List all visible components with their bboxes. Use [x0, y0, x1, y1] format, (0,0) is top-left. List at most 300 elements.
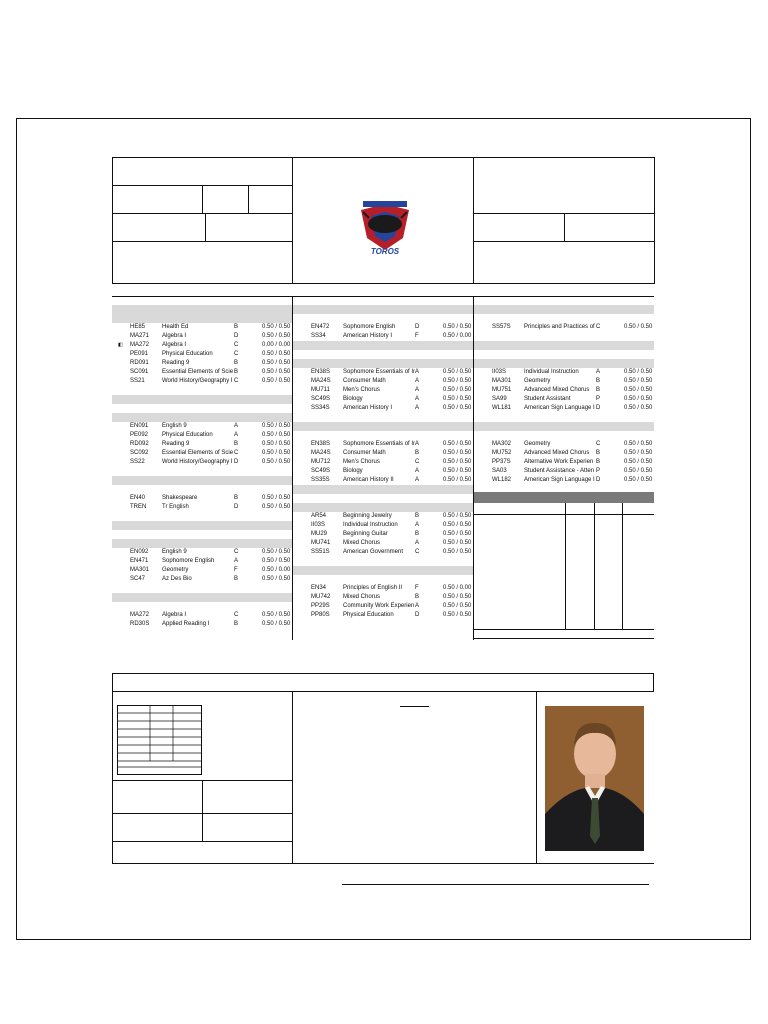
course-row — [130, 332, 292, 341]
course-row — [492, 368, 654, 377]
course-credit: 0.50 / 0.50 — [262, 432, 291, 438]
course-row — [130, 323, 292, 332]
summary-divider — [622, 503, 623, 630]
course-row — [492, 458, 654, 467]
course-grade: D — [234, 504, 239, 510]
header-right-divider — [564, 213, 565, 241]
course-credit: 0.00 / 0.00 — [262, 342, 291, 348]
course-code: RD091 — [130, 360, 149, 366]
course-code: AR54 — [311, 513, 327, 519]
course-code: EN40 — [130, 495, 146, 501]
course-title: Men's Chorus — [343, 387, 380, 393]
course-credit: 0.50 / 0.50 — [624, 387, 653, 393]
course-row — [492, 323, 654, 332]
course-title: Advanced Mixed Chorus — [524, 450, 590, 456]
blank-row — [492, 431, 493, 440]
course-title: Reading 9 — [162, 360, 190, 366]
course-title: Algebra I — [162, 612, 187, 618]
course-credit: 0.50 / 0.50 — [262, 441, 291, 447]
course-row — [130, 368, 292, 377]
course-code: MA301 — [492, 378, 512, 384]
course-title: Geometry — [524, 378, 551, 384]
term-header-band — [112, 593, 292, 602]
course-grade: A — [415, 468, 420, 474]
course-code: EN472 — [311, 324, 330, 330]
grade-scale-grid-lines — [117, 705, 202, 775]
course-title: Consumer Math — [343, 378, 386, 384]
summary-divider — [565, 503, 566, 630]
course-row — [492, 449, 654, 458]
course-grade: A — [415, 603, 420, 609]
course-grade: B — [415, 531, 420, 537]
course-row — [311, 611, 473, 620]
summary-line — [474, 629, 654, 630]
course-row — [311, 449, 473, 458]
course-grade: A — [415, 522, 420, 528]
course-grade: D — [596, 477, 601, 483]
term-header-band — [112, 476, 292, 485]
header-left-divider — [205, 213, 206, 241]
course-code: PE091 — [130, 351, 149, 357]
header-left-divider — [202, 185, 203, 213]
course-credit: 0.50 / 0.50 — [262, 423, 291, 429]
course-grade: P — [596, 396, 601, 402]
blank-row — [311, 413, 312, 422]
course-title: Alternative Work Experien — [524, 459, 594, 465]
blank-row — [130, 512, 131, 521]
course-code: SC092 — [130, 450, 149, 456]
course-code: PE092 — [130, 432, 149, 438]
course-grade: P — [596, 468, 601, 474]
course-title: Az Des Bio — [162, 576, 192, 582]
course-grade: B — [596, 450, 601, 456]
course-code: SS21 — [130, 378, 145, 384]
course-row — [311, 584, 473, 593]
course-credit: 0.50 / 0.50 — [624, 459, 653, 465]
course-code: MA302 — [492, 441, 512, 447]
course-credit: 0.50 / 0.50 — [443, 594, 472, 600]
course-credit: 0.50 / 0.50 — [443, 450, 472, 456]
course-code: EN38S — [311, 369, 331, 375]
course-code: MU751 — [492, 387, 512, 393]
term-header-band — [293, 422, 473, 431]
term-header-band — [474, 305, 654, 314]
student-photo-image — [545, 706, 644, 851]
course-code: MA301 — [130, 567, 150, 573]
blank-row — [311, 575, 312, 584]
course-credit: 0.50 / 0.50 — [262, 621, 291, 627]
blank-row — [311, 557, 312, 566]
course-grade: D — [234, 459, 239, 465]
blank-row — [492, 413, 493, 422]
course-credit: 0.50 / 0.50 — [624, 477, 653, 483]
course-row — [311, 530, 473, 539]
course-row — [311, 593, 473, 602]
course-code: EN092 — [130, 549, 149, 555]
course-credit: 0.50 / 0.50 — [443, 396, 472, 402]
course-row — [130, 440, 292, 449]
course-grade: B — [415, 513, 420, 519]
course-code: MA272 — [130, 342, 150, 348]
course-code: SS34 — [311, 333, 326, 339]
course-row — [311, 476, 473, 485]
course-title: Advanced Mixed Chorus — [524, 387, 590, 393]
summary-divider — [594, 503, 595, 630]
course-title: Sophomore English — [343, 324, 396, 330]
course-title: Beginning Guitar — [343, 531, 388, 537]
course-row — [311, 377, 473, 386]
course-row — [130, 494, 292, 503]
course-grade: C — [234, 450, 239, 456]
course-title: Applied Reading I — [162, 621, 210, 627]
transcript-top-line — [112, 296, 654, 297]
course-code: MU741 — [311, 540, 331, 546]
course-grade: B — [234, 576, 239, 582]
course-credit: 0.50 / 0.50 — [262, 378, 291, 384]
course-code: SS35S — [311, 477, 330, 483]
course-credit: 0.50 / 0.50 — [262, 558, 291, 564]
blank-row — [311, 431, 312, 440]
course-grade: A — [415, 396, 420, 402]
course-code: SA99 — [492, 396, 507, 402]
course-title: Essential Elements of Scie — [162, 450, 234, 456]
term-header-band — [293, 341, 473, 350]
course-code: MU711 — [311, 387, 330, 393]
course-row — [311, 332, 473, 341]
course-row — [130, 566, 292, 575]
course-credit: 0.50 / 0.00 — [443, 333, 472, 339]
course-title: American History I — [343, 405, 393, 411]
term-header-band — [293, 503, 473, 512]
course-grade: B — [415, 450, 420, 456]
course-credit: 0.50 / 0.50 — [443, 477, 472, 483]
course-grade: C — [234, 549, 239, 555]
course-row — [311, 521, 473, 530]
blank-row — [130, 530, 131, 539]
course-title: English 9 — [162, 549, 187, 555]
course-title: Algebra I — [162, 342, 187, 348]
course-credit: 0.50 / 0.50 — [443, 405, 472, 411]
course-row — [492, 404, 654, 413]
course-grade: C — [234, 351, 239, 357]
course-credit: 0.50 / 0.00 — [262, 567, 291, 573]
course-title: Geometry — [524, 441, 551, 447]
summary-line — [474, 638, 654, 639]
course-credit: 0.50 / 0.50 — [262, 360, 291, 366]
course-title: Physical Education — [162, 351, 213, 357]
course-row — [311, 404, 473, 413]
course-grade: B — [596, 459, 601, 465]
course-title: Individual Instruction — [524, 369, 579, 375]
course-row — [311, 467, 473, 476]
course-code: MA271 — [130, 333, 150, 339]
course-title: Principles and Practices of — [524, 324, 595, 330]
course-title: Tr English — [162, 504, 189, 510]
course-code: SC091 — [130, 369, 149, 375]
course-credit: 0.50 / 0.50 — [624, 441, 653, 447]
course-grade: A — [415, 405, 420, 411]
course-grade: F — [234, 567, 238, 573]
course-grade: B — [596, 378, 601, 384]
blank-row — [130, 485, 131, 494]
course-credit: 0.50 / 0.50 — [443, 513, 472, 519]
term-header-band — [112, 413, 292, 422]
term-header-band — [293, 485, 473, 494]
course-title: Individual Instruction — [343, 522, 398, 528]
blank-row — [130, 467, 131, 476]
course-grade: B — [234, 441, 239, 447]
course-title: World History/Geography I — [162, 378, 233, 384]
course-title: Principles of English II — [343, 585, 403, 591]
course-grade: C — [234, 612, 239, 618]
course-grade: C — [234, 378, 239, 384]
course-row — [130, 557, 292, 566]
course-credit: 0.50 / 0.50 — [624, 450, 653, 456]
course-credit: 0.50 / 0.50 — [624, 324, 653, 330]
course-credit: 0.50 / 0.50 — [262, 504, 291, 510]
course-credit: 0.50 / 0.50 — [624, 405, 653, 411]
course-title: Sophomore Essentials of Ir — [343, 441, 415, 447]
header-left-line — [112, 213, 293, 214]
course-row — [311, 395, 473, 404]
course-grade: B — [415, 594, 420, 600]
course-title: American History I — [343, 333, 393, 339]
course-title: Biology — [343, 396, 363, 402]
course-grade: D — [234, 333, 239, 339]
course-credit: 0.50 / 0.50 — [443, 540, 472, 546]
course-row — [311, 440, 473, 449]
summary-header-band — [474, 492, 654, 503]
course-title: Reading 9 — [162, 441, 190, 447]
course-code: II03S — [492, 369, 507, 375]
course-code: EN34 — [311, 585, 327, 591]
term-header-band — [293, 566, 473, 575]
course-grade: B — [234, 621, 239, 627]
course-grade: D — [415, 324, 420, 330]
course-title: Essential Elements of Scie — [162, 369, 234, 375]
course-credit: 0.50 / 0.50 — [262, 576, 291, 582]
course-row — [311, 458, 473, 467]
course-grade: D — [415, 612, 420, 618]
course-title: Health Ed — [162, 324, 189, 330]
course-row — [311, 539, 473, 548]
term-header-band — [474, 359, 654, 368]
course-row — [130, 575, 292, 584]
course-credit: 0.50 / 0.00 — [443, 585, 472, 591]
course-row — [130, 458, 292, 467]
header-left-box — [112, 157, 293, 284]
course-title: American Sign Language I — [524, 405, 595, 411]
course-grade: B — [596, 387, 601, 393]
bottom-right-line — [536, 863, 654, 864]
course-title: American History II — [343, 477, 394, 483]
course-credit: 0.50 / 0.50 — [262, 369, 291, 375]
course-credit: 0.50 / 0.50 — [443, 531, 472, 537]
blank-row — [492, 314, 493, 323]
course-code: TREN — [130, 504, 147, 510]
course-row — [130, 449, 292, 458]
course-credit: 0.50 / 0.50 — [262, 351, 291, 357]
course-row — [130, 359, 292, 368]
course-row — [492, 440, 654, 449]
header-right-line — [473, 241, 655, 242]
course-title: American Government — [343, 549, 404, 555]
course-title: Mixed Chorus — [343, 594, 381, 600]
blank-row — [130, 602, 131, 611]
course-title: Geometry — [162, 567, 189, 573]
blank-row — [492, 350, 493, 359]
course-row — [311, 386, 473, 395]
course-grade: C — [415, 549, 420, 555]
term-header-band — [474, 422, 654, 431]
course-title: Sophomore Essentials of Ir — [343, 369, 415, 375]
course-row — [492, 386, 654, 395]
course-grade: B — [234, 369, 239, 375]
course-grade: A — [415, 477, 420, 483]
course-grade: A — [596, 369, 601, 375]
course-row — [311, 548, 473, 557]
course-grade: C — [596, 441, 601, 447]
course-credit: 0.50 / 0.50 — [624, 468, 653, 474]
header-logo-box — [292, 157, 474, 284]
course-code: EN091 — [130, 423, 149, 429]
course-grade: A — [415, 378, 420, 384]
course-credit: 0.50 / 0.50 — [443, 549, 472, 555]
blank-row — [130, 404, 131, 413]
term-header-band — [112, 314, 292, 323]
blank-row — [130, 584, 131, 593]
course-title: Algebra I — [162, 333, 187, 339]
course-title: American Sign Language I — [524, 477, 595, 483]
summary-line — [474, 514, 654, 515]
course-code: WL182 — [492, 477, 512, 483]
course-row — [492, 395, 654, 404]
blank-row — [130, 386, 131, 395]
course-credit: 0.50 / 0.50 — [443, 387, 472, 393]
course-code: RD092 — [130, 441, 149, 447]
course-grade: A — [415, 441, 420, 447]
course-grade: B — [234, 360, 239, 366]
course-grade: A — [415, 387, 420, 393]
course-row — [492, 476, 654, 485]
course-row — [130, 620, 292, 629]
course-row — [311, 368, 473, 377]
course-row — [130, 377, 292, 386]
term-header-band — [112, 521, 292, 530]
course-code: WL181 — [492, 405, 512, 411]
course-grade: F — [415, 333, 419, 339]
bottom-left-line — [112, 841, 293, 842]
course-code: MA24S — [311, 378, 331, 384]
course-code: SC49S — [311, 396, 331, 402]
course-title: Shakespeare — [162, 495, 198, 501]
course-code: RD30S — [130, 621, 150, 627]
course-code: PP37S — [492, 459, 511, 465]
course-title: Physical Education — [343, 612, 394, 618]
course-code: MU712 — [311, 459, 331, 465]
course-row — [311, 323, 473, 332]
course-code: SC47 — [130, 576, 146, 582]
bottom-center-box — [292, 691, 537, 864]
course-row — [492, 467, 654, 476]
course-code: HE85 — [130, 324, 146, 330]
course-credit: 0.50 / 0.50 — [443, 612, 472, 618]
course-credit: 0.50 / 0.50 — [624, 369, 653, 375]
course-code: MA272 — [130, 612, 150, 618]
course-code: PP80S — [311, 612, 330, 618]
course-credit: 0.50 / 0.50 — [443, 441, 472, 447]
course-code: EN471 — [130, 558, 149, 564]
course-code: SS34S — [311, 405, 330, 411]
course-credit: 0.50 / 0.50 — [443, 522, 472, 528]
course-code: MU29 — [311, 531, 328, 537]
course-credit: 0.50 / 0.50 — [443, 324, 472, 330]
course-credit: 0.50 / 0.50 — [262, 495, 291, 501]
course-title: Student Assistant — [524, 396, 571, 402]
course-credit: 0.50 / 0.50 — [262, 450, 291, 456]
course-grade: C — [234, 342, 239, 348]
grade-scale-grid — [117, 705, 202, 775]
header-left-line — [112, 241, 293, 242]
course-title: Men's Chorus — [343, 459, 380, 465]
course-code: SA03 — [492, 468, 507, 474]
course-grade: A — [415, 369, 420, 375]
term-header-band — [112, 305, 292, 314]
term-header-band — [293, 359, 473, 368]
course-credit: 0.50 / 0.50 — [262, 324, 291, 330]
course-title: Community Work Experien — [343, 603, 415, 609]
course-row — [492, 377, 654, 386]
course-credit: 0.50 / 0.50 — [624, 396, 653, 402]
course-grade: A — [234, 558, 239, 564]
course-credit: 0.50 / 0.50 — [443, 459, 472, 465]
course-credit: 0.50 / 0.50 — [262, 612, 291, 618]
signature-line — [342, 884, 649, 885]
course-grade: B — [234, 324, 239, 330]
course-title: Mixed Chorus — [343, 540, 381, 546]
course-code: SS51S — [311, 549, 330, 555]
logo-text: TOROS — [370, 247, 400, 256]
course-code: SS22 — [130, 459, 145, 465]
course-row — [311, 512, 473, 521]
course-code: II03S — [311, 522, 326, 528]
course-row — [311, 602, 473, 611]
term-header-band — [112, 539, 292, 548]
course-row — [130, 503, 292, 512]
course-grade: B — [234, 495, 239, 501]
course-row — [130, 431, 292, 440]
course-code: EN38S — [311, 441, 331, 447]
course-credit: 0.50 / 0.50 — [624, 378, 653, 384]
course-row — [130, 422, 292, 431]
course-grade: C — [415, 459, 420, 465]
course-title: English 9 — [162, 423, 187, 429]
course-title: World History/Geography I — [162, 459, 233, 465]
course-title: Biology — [343, 468, 363, 474]
course-credit: 0.50 / 0.50 — [262, 459, 291, 465]
course-row — [118, 341, 292, 350]
course-credit: 0.50 / 0.50 — [262, 333, 291, 339]
course-code: PP29S — [311, 603, 330, 609]
course-credit: 0.50 / 0.50 — [443, 603, 472, 609]
term-header-band — [474, 341, 654, 350]
course-credit: 0.50 / 0.50 — [443, 378, 472, 384]
course-title: Beginning Jewelry — [343, 513, 392, 519]
course-code: SS57S — [492, 324, 511, 330]
course-title: Student Assistance - Atten — [524, 468, 595, 474]
course-credit: 0.50 / 0.50 — [443, 369, 472, 375]
course-grade: A — [234, 423, 239, 429]
